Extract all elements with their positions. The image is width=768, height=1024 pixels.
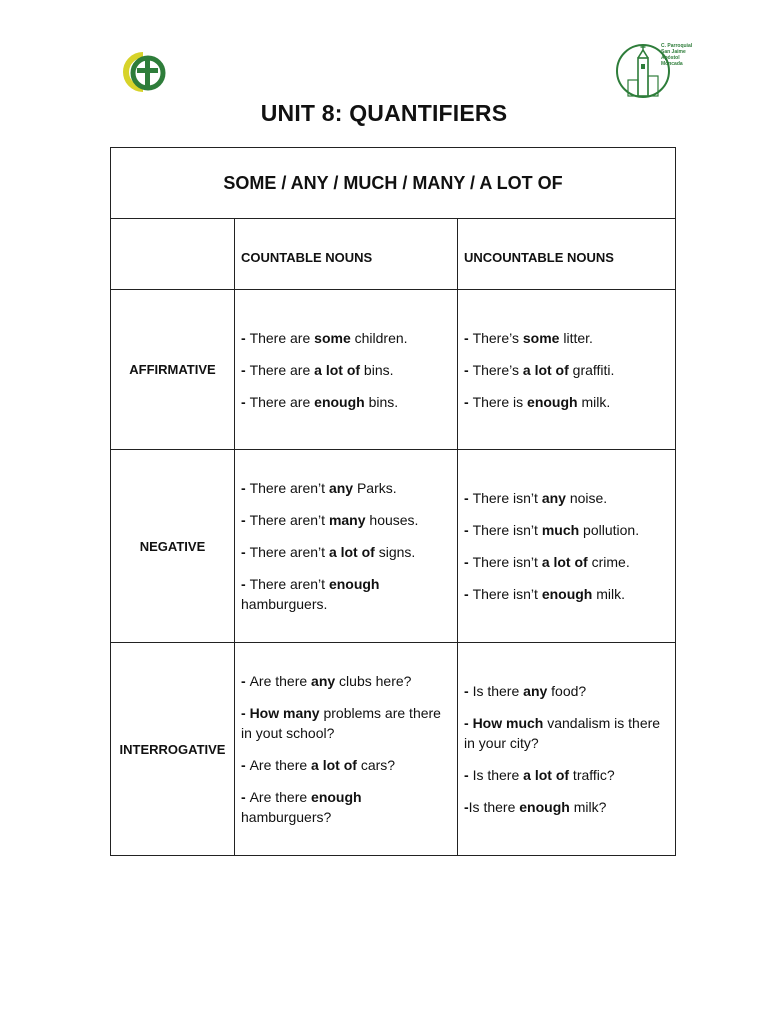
example-sentence (241, 328, 451, 348)
example-sentence (464, 392, 669, 412)
uncountable-examples (458, 290, 676, 450)
sentence-text: There are (249, 393, 315, 410)
example-sentence (241, 671, 451, 691)
bullet-dash: - (464, 799, 469, 815)
table-row (111, 290, 676, 450)
bullet-dash: - (464, 329, 473, 346)
sentence-text: houses. (365, 512, 419, 528)
sentence-text: There isn’t (472, 522, 542, 538)
bullet-dash: - (241, 512, 250, 528)
example-sentence (464, 360, 669, 380)
sentence-text: hamburguers? (241, 809, 332, 825)
sentence-text: traffic? (569, 767, 615, 783)
sentence-text: Parks. (353, 480, 397, 496)
sentence-text: There aren’t (249, 512, 329, 528)
quantifier-keyword: a lot of (522, 361, 569, 378)
quantifier-keyword: many (328, 512, 366, 528)
uncountable-examples (458, 643, 676, 856)
quantifier-keyword: a lot of (541, 554, 588, 570)
quantifier-keyword: any (523, 683, 548, 699)
sentence-text: signs. (374, 544, 416, 560)
sentence-text: milk. (592, 586, 626, 602)
example-sentence (241, 360, 451, 380)
quantifier-keyword: much (541, 522, 580, 538)
quantifier-keyword: How much (472, 715, 544, 731)
countable-examples (235, 290, 458, 450)
example-sentence (241, 755, 451, 775)
sentence-text: hamburguers. (241, 596, 328, 612)
quantifier-keyword: enough (519, 799, 570, 815)
cross-circle-logo-icon (116, 48, 166, 96)
bullet-dash: - (464, 767, 473, 783)
sentence-text: food? (547, 683, 587, 699)
bullet-dash: - (464, 522, 473, 538)
example-sentence (241, 392, 451, 412)
bullet-dash: - (464, 586, 473, 602)
quantifier-keyword: any (541, 490, 566, 506)
bullet-dash: - (464, 361, 473, 378)
row-label-affirmative: AFFIRMATIVE (111, 290, 235, 450)
example-sentence (241, 542, 451, 562)
bullet-dash: - (464, 554, 473, 570)
quantifiers-table (110, 147, 676, 856)
sentence-text: There isn’t (472, 586, 542, 602)
quantifier-keyword: some (522, 329, 560, 346)
sentence-text: There is (472, 393, 528, 410)
sentence-text: There are (249, 329, 315, 346)
sentence-text: bins. (364, 393, 399, 410)
bullet-dash: - (464, 393, 473, 410)
quantifier-keyword: enough (314, 393, 365, 410)
sentence-text: graffiti. (568, 361, 615, 378)
example-sentence (241, 574, 451, 614)
sentence-text: Are there (249, 673, 312, 689)
example-sentence (464, 488, 669, 508)
example-sentence (464, 328, 669, 348)
quantifier-keyword: a lot of (523, 767, 570, 783)
uncountable-examples (458, 450, 676, 643)
example-sentence (241, 478, 451, 498)
quantifier-keyword: any (311, 673, 336, 689)
sentence-text: There isn’t (472, 490, 542, 506)
quantifier-keyword: How many (249, 705, 320, 721)
bullet-dash: - (464, 715, 473, 731)
countable-examples (235, 450, 458, 643)
bullet-dash: - (464, 683, 473, 699)
bullet-dash: - (241, 544, 250, 560)
quantifier-keyword: enough (541, 586, 593, 602)
sentence-text: noise. (565, 490, 608, 506)
sentence-text: litter. (559, 329, 593, 346)
sentence-text: Is there (472, 767, 524, 783)
sentence-text: There are (249, 361, 315, 378)
example-sentence (241, 787, 451, 827)
table-heading: SOME / ANY / MUCH / MANY / A LOT OF (111, 148, 676, 219)
bullet-dash: - (241, 480, 250, 496)
sentence-text: vandalism is there in your city? (464, 715, 661, 751)
example-sentence (241, 703, 451, 743)
quantifier-keyword: any (328, 480, 354, 496)
bullet-dash: - (241, 673, 250, 689)
quantifier-keyword: a lot of (311, 757, 357, 773)
sentence-text: clubs here? (335, 673, 412, 689)
quantifier-keyword: enough (328, 576, 380, 592)
seal-text: C. Parroquial San Jaime Apóstol Moncada (661, 43, 693, 67)
bullet-dash: - (241, 757, 250, 773)
example-sentence (464, 713, 669, 753)
bullet-dash: - (241, 329, 250, 346)
quantifier-keyword: enough (311, 789, 362, 805)
sentence-text: crime. (587, 554, 630, 570)
column-header-countable: COUNTABLE NOUNS (235, 219, 458, 290)
sentence-text: There aren’t (249, 544, 329, 560)
example-sentence (464, 797, 669, 817)
sentence-text: There aren’t (249, 576, 329, 592)
sentence-text: There aren’t (249, 480, 329, 496)
church-tower-seal-icon (614, 42, 696, 100)
table-row (111, 450, 676, 643)
sentence-text: There’s (472, 329, 523, 346)
sentence-text: children. (350, 329, 408, 346)
sentence-text: Are there (249, 757, 312, 773)
sentence-text: Is there (472, 683, 524, 699)
sentence-text: milk. (577, 393, 611, 410)
bullet-dash: - (241, 393, 250, 410)
bullet-dash: - (241, 361, 250, 378)
row-label-negative: NEGATIVE (111, 450, 235, 643)
empty-corner-cell (111, 219, 235, 290)
example-sentence (464, 552, 669, 572)
example-sentence (464, 765, 669, 785)
column-header-uncountable: UNCOUNTABLE NOUNS (458, 219, 676, 290)
sentence-text: cars? (356, 757, 396, 773)
countable-examples (235, 643, 458, 856)
bullet-dash: - (241, 789, 250, 805)
quantifier-keyword: a lot of (314, 361, 361, 378)
example-sentence (464, 520, 669, 540)
sentence-text: There’s (472, 361, 523, 378)
quantifier-keyword: enough (527, 393, 578, 410)
sentence-text: Is there (468, 799, 520, 815)
example-sentence (464, 584, 669, 604)
bullet-dash: - (464, 490, 473, 506)
quantifier-keyword: a lot of (328, 544, 375, 560)
sentence-text: problems are there in yout school? (241, 705, 441, 741)
page-title: UNIT 8: QUANTIFIERS (260, 100, 508, 126)
row-label-interrogative: INTERROGATIVE (111, 643, 235, 856)
quantifier-keyword: some (314, 329, 351, 346)
table-row (111, 643, 676, 856)
sentence-text: milk? (569, 799, 607, 815)
sentence-text: There isn’t (472, 554, 542, 570)
bullet-dash: - (241, 576, 250, 592)
sentence-text: bins. (360, 361, 394, 378)
example-sentence (241, 510, 451, 530)
bullet-dash: - (241, 705, 250, 721)
sentence-text: Are there (249, 789, 312, 805)
sentence-text: pollution. (579, 522, 640, 538)
example-sentence (464, 681, 669, 701)
